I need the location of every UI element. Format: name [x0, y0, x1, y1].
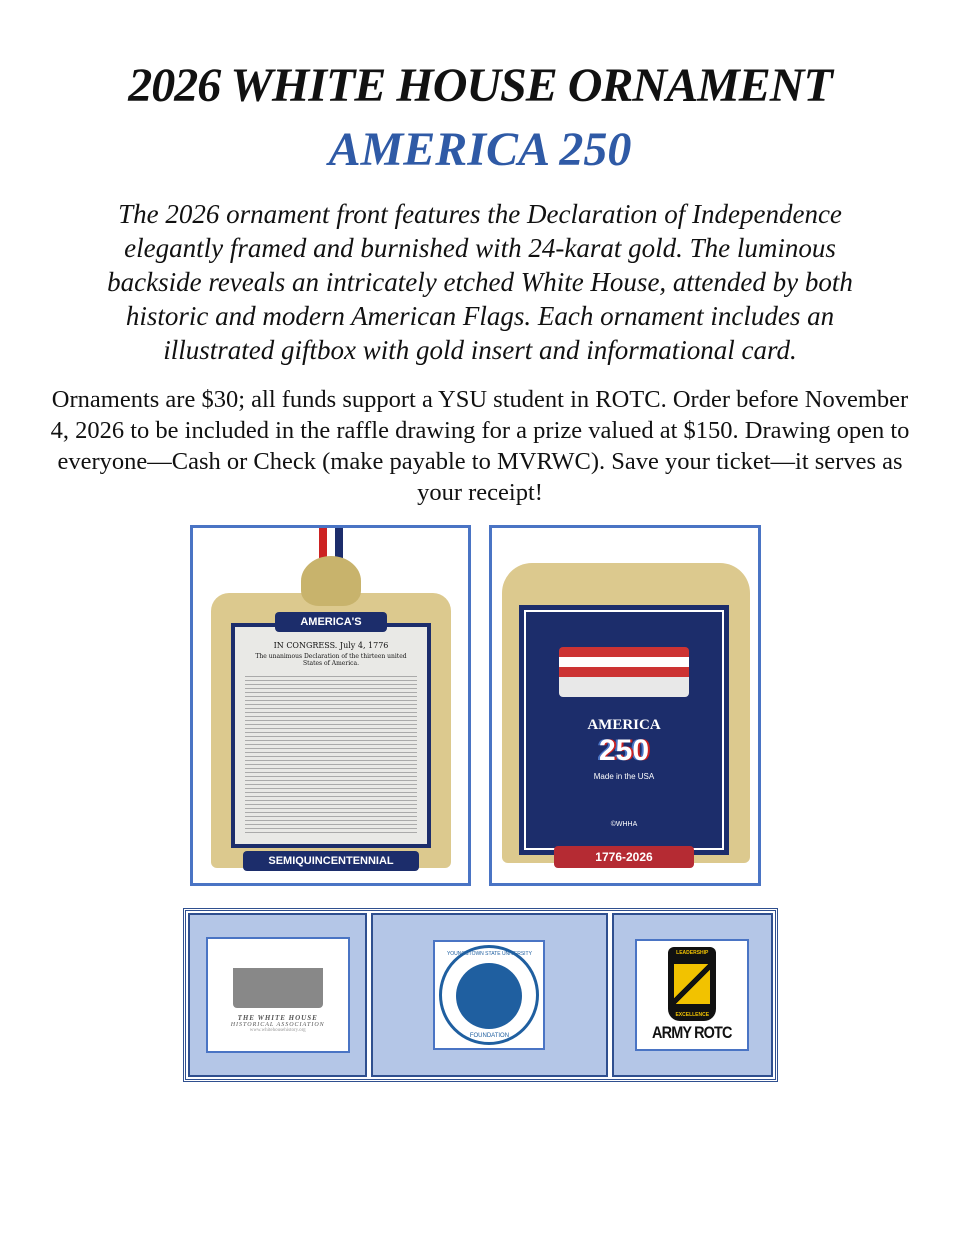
made-in-usa: Made in the USA — [593, 772, 655, 781]
ribbon-icon — [319, 528, 343, 558]
white-house-icon — [233, 958, 323, 1008]
sponsor-logos-table — [183, 908, 778, 1082]
rotc-bottom-text: EXCELLENCE — [675, 1012, 710, 1018]
years-banner: 1776-2026 — [554, 846, 694, 868]
rotc-shield-icon — [668, 947, 716, 1021]
ornament-back-image — [489, 525, 761, 886]
rotc-cell — [612, 913, 773, 1077]
flame-icon — [456, 963, 522, 1029]
whha-cell — [188, 913, 367, 1077]
america-label: AMERICA — [587, 717, 661, 733]
page-title: 2026 WHITE HOUSE ORNAMENT — [128, 59, 832, 112]
copyright: ©WHHA — [610, 821, 638, 828]
banner-top: AMERICA'S — [275, 612, 387, 632]
ysu-seal — [439, 945, 539, 1045]
ysu-logo — [433, 940, 545, 1050]
whha-line1: THE WHITE HOUSE — [237, 1013, 318, 1022]
page-subtitle: AMERICA 250 — [328, 123, 632, 176]
details-paragraph: Ornaments are $30; all funds support a YSU student in ROTC. Order before November 4, 2026 to be included in the raffle drawing for a prize valued at $150. Drawing open to everyone—Cash or Check (make payable to MVRWC). Save your ticket—it serves as your receipt! — [50, 386, 910, 506]
declaration-subheading: The unanimous Declaration of the thirteen united States of America. — [255, 653, 407, 667]
ysu-top-text: YOUNGSTOWN STATE UNIVERSITY — [446, 951, 532, 957]
description-paragraph: The 2026 ornament front features the Declaration of Independence elegantly framed and burnished with 24-karat gold. The luminous backside reveals an intricately etched White House, attended by both historic and modern American Flags. Each ornament includes an illustrated giftbox with gold insert and informational card. — [107, 199, 853, 365]
rotc-logo — [635, 939, 749, 1051]
rotc-name: ARMY ROTC — [652, 1023, 733, 1042]
ysu-bottom-text: FOUNDATION — [469, 1033, 510, 1039]
whha-line2: HISTORICAL ASSOCIATION — [230, 1021, 325, 1028]
whha-logo — [206, 937, 350, 1053]
declaration-heading: IN CONGRESS. July 4, 1776 — [273, 641, 389, 650]
eagle-icon — [301, 556, 361, 606]
ysu-cell — [371, 913, 607, 1077]
flags-white-house-icon — [559, 647, 689, 697]
navy-panel — [524, 610, 724, 850]
whha-url: www.whitehousehistory.org — [249, 1027, 306, 1033]
declaration-panel — [231, 623, 431, 848]
banner-bottom: SEMIQUINCENTENNIAL — [243, 851, 419, 871]
number-250: 250 — [598, 734, 650, 767]
ornament-front-image — [190, 525, 471, 886]
rotc-top-text: LEADERSHIP — [676, 950, 709, 956]
